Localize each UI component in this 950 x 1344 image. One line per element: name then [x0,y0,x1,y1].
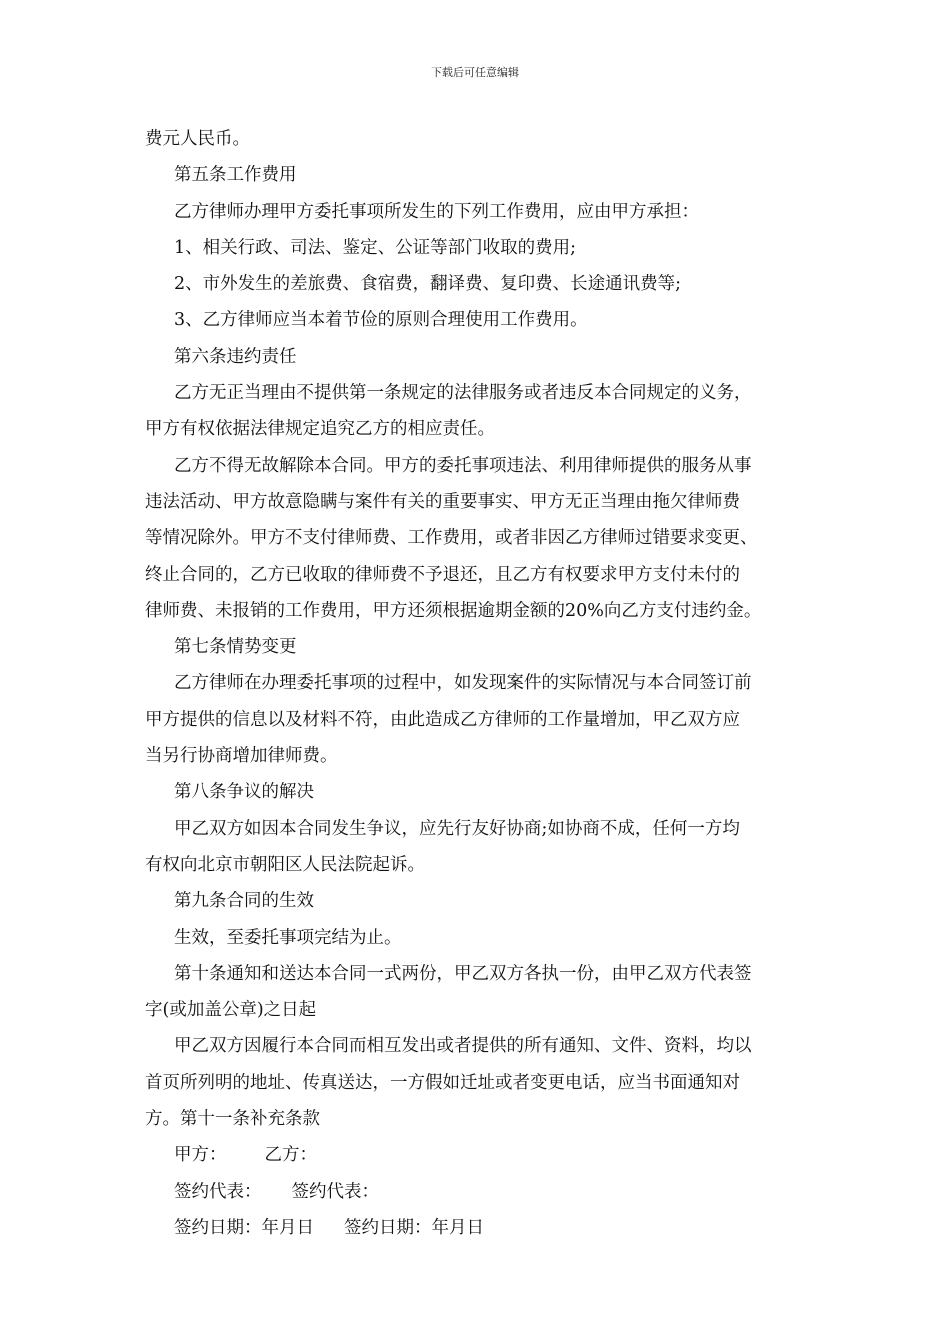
date-a-label: 签约日期：年月日 [174,1217,314,1238]
body-line: 费元人民币。 [145,129,250,149]
party-b-label: 乙方： [264,1145,317,1166]
body-line: 甲乙双方如因本合同发生争议，应先行友好协商;如协商不成，任何一方均 [174,818,740,839]
body-line: 律师费、未报销的工作费用，甲方还须根据逾期金额的20%向乙方支付违约金。 [145,600,762,621]
body-line: 乙方不得无故解除本合同。甲方的委托事项违法、利用律师提供的服务从事 [174,455,752,476]
document-body [145,121,809,1246]
body-line: 甲乙双方因履行本合同而相互发出或者提供的所有通知、文件、资料，均以 [174,1036,752,1057]
body-line: 乙方律师在办理委托事项的过程中，如发现案件的实际情况与本合同签订前 [174,673,752,694]
section-heading-9: 第九条合同的生效 [174,891,314,912]
section-heading-8: 第八条争议的解决 [174,782,314,803]
body-line: 终止合同的，乙方已收取的律师费不予退还，且乙方有权要求甲方支付未付的 [145,564,740,585]
list-item: 3、乙方律师应当本着节俭的原则合理使用工作费用。 [174,310,588,331]
body-line: 乙方无正当理由不提供第一条规定的法律服务或者违反本合同规定的义务， [174,383,752,404]
page-header: 下载后可任意编辑 [431,66,519,79]
section-heading-5: 第五条工作费用 [174,165,297,186]
party-a-label: 甲方： [174,1145,227,1166]
section-heading-6: 第六条违约责任 [174,346,297,367]
body-line: 字(或加盖公章)之日起 [145,1000,317,1021]
signature-parties-row [145,1137,809,1173]
body-line: 甲方有权依据法律规定追究乙方的相应责任。 [145,419,495,440]
body-line: 甲方提供的信息以及材料不符，由此造成乙方律师的工作量增加，甲乙双方应 [145,709,740,730]
rep-a-label: 签约代表： [174,1181,262,1202]
body-line: 乙方律师办理甲方委托事项所发生的下列工作费用，应由甲方承担： [174,201,699,222]
body-line: 违法活动、甲方故意隐瞒与案件有关的重要事实、甲方无正当理由拖欠律师费 [145,491,740,512]
body-line: 有权向北京市朝阳区人民法院起诉。 [145,854,425,875]
section-heading-7: 第七条情势变更 [174,637,297,658]
date-b-label: 签约日期：年月日 [344,1217,484,1238]
signature-representatives-row [145,1174,809,1210]
body-line: 等情况除外。甲方不支付律师费、工作费用，或者非因乙方律师过错要求变更、 [145,528,758,549]
signature-dates-row [145,1210,809,1246]
body-line: 首页所列明的地址、传真送达，一方假如迁址或者变更电话，应当书面通知对 [145,1072,740,1093]
body-line: 生效，至委托事项完结为止。 [174,927,402,948]
body-line: 当另行协商增加律师费。 [145,746,338,767]
list-item: 1、相关行政、司法、鉴定、公证等部门收取的费用; [174,237,577,258]
section-heading-10: 第十条通知和送达本合同一式两份，甲乙双方各执一份，由甲乙双方代表签 [174,963,752,984]
body-line: 方。第十一条补充条款 [145,1109,320,1130]
list-item: 2、市外发生的差旅费、食宿费，翻译费、复印费、长途通讯费等; [174,274,682,295]
rep-b-label: 签约代表： [291,1181,379,1202]
